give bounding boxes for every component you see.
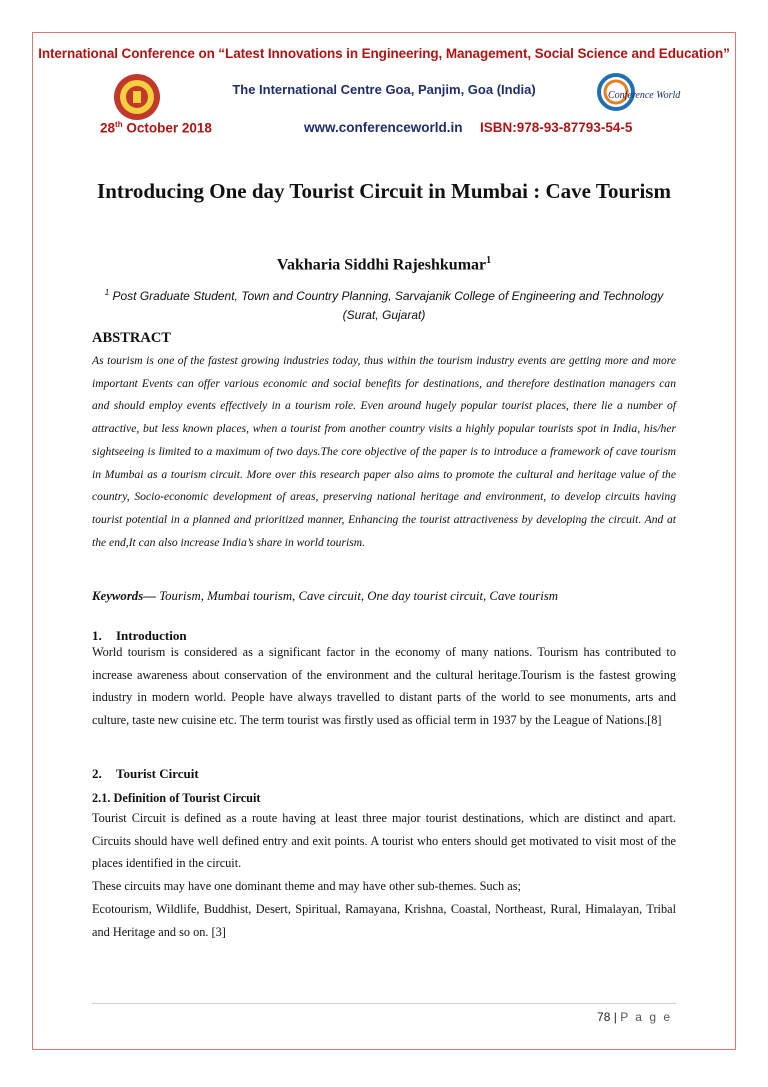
conference-header bbox=[0, 0, 768, 150]
page-footer: 78 | P a g e bbox=[597, 1010, 672, 1024]
section-2-heading: 2. Tourist Circuit bbox=[92, 766, 199, 781]
section-2-1-heading: 2.1. Definition of Tourist Circuit bbox=[92, 791, 261, 805]
section-1-text: World tourism is considered as a significant factor in the economy of many nations. Tourism has contributed to increase awareness about conservation of the environment and the cultural heritage.Tourism is the fastest growing industry in modern world. People have always travelled to distant parts of the world to see monuments, arts and culture, taste new cuisine etc. The term tourist was firstly used as official term in 1937 by the League of Nations.[8] bbox=[92, 645, 676, 728]
abstract-text: As tourism is one of the fastest growing industries today, thus within the tourism industry events are getting more and more important Events can offer various economic and social benefits for destinations, and therefore destination managers can and should employ events effectively in a tourism role. Even around hugely popular tourist places, there lie a number of attractive, but less known places, when a tourist from another country visits a highly popular tourists spot in India, his/her sightseeing is limited to a maximum of two days.The core objective of the paper is to introduce a framework of cave tourism in Mumbai as a tourism circuit. More over this research paper also aims to promote the cultural and heritage value of the country, Socio-economic development of areas, preserving national heritage and environment, to develop circuits having tourist potential in a planned and prioritized manner, Enhancing the tourist attractiveness by developing the circuit. And at the end,It can also increase India’s share in world tourism. bbox=[92, 354, 676, 549]
conference-venue: The International Centre Goa, Panjim, Goa (India) bbox=[232, 82, 536, 97]
author-affiliation: $^1$ Post Graduate Student, Town and Country Planning, Sarvajanik College of Engineering and Technology (Surat, Gujarat) bbox=[104, 288, 664, 322]
section-2-para-3: Ecotourism, Wildlife, Buddhist, Desert, Spiritual, Ramayana, Krishna, Coastal, Northeast, Rural, Himalayan, Tribal and Heritage and so on. [3] bbox=[92, 902, 676, 939]
paper-title: Introducing One day Tourist Circuit in Mumbai : Cave Tourism bbox=[97, 179, 671, 203]
conference-title: International Conference on “Latest Innovations in Engineering, Management, Social Science and Education” bbox=[38, 46, 730, 61]
section-2-para-2: These circuits may have one dominant theme and may have other sub-themes. Such as; bbox=[92, 879, 521, 893]
conference-isbn: ISBN:978-93-87793-54-5 bbox=[480, 120, 633, 135]
abstract-heading: ABSTRACT bbox=[92, 330, 171, 346]
paper-author: Vakharia Siddhi Rajeshkumar$^1$ bbox=[276, 255, 492, 274]
conference-website: www.conferenceworld.in bbox=[304, 120, 463, 135]
institution-logo-icon bbox=[112, 72, 162, 122]
conference-date: 28th October 2018 bbox=[100, 120, 212, 136]
keywords: Keywords— Tourism, Mumbai tourism, Cave circuit, One day tourist circuit, Cave tourism bbox=[92, 589, 559, 603]
section-2-para-1: Tourist Circuit is defined as a route having at least three major tourist destinations, which are distinct and apart. Circuits should have well defined entry and exit points. A tourist who enters should get motivated to visit most of the places identified in the circuit. bbox=[92, 811, 676, 871]
conference-world-logo-icon bbox=[596, 72, 681, 118]
section-1-heading: 1. Introduction bbox=[92, 628, 187, 643]
svg-text:Conference World: Conference World bbox=[608, 90, 681, 101]
footer-divider bbox=[92, 1003, 676, 1004]
